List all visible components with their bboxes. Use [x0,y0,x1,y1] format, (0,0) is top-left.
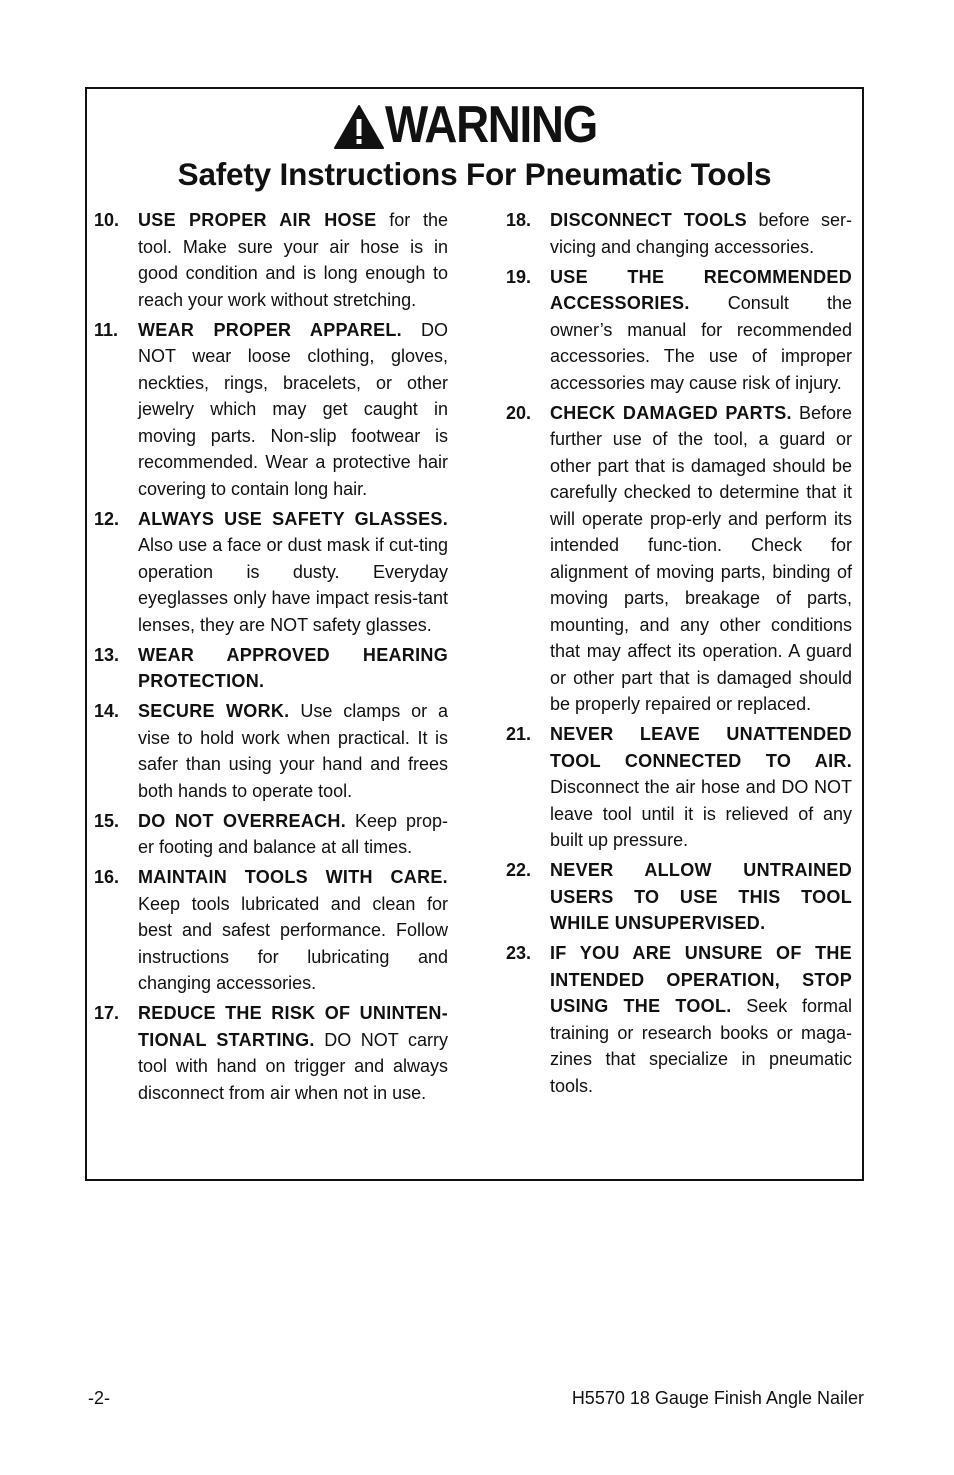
instruction-item [92,642,448,695]
item-body [138,1000,448,1106]
item-heading: CHECK DAMAGED PARTS. [550,402,792,423]
item-body [138,864,448,997]
page-subtitle: Safety Instructions For Pneumatic Tools [177,156,772,192]
item-body [138,506,448,639]
item-body [138,207,448,313]
instruction-item [504,940,852,1099]
item-heading: NEVER LEAVE UNATTENDED TOOL CONNECTED TO AIR. [550,724,852,771]
item-body [138,642,448,695]
item-text: Disconnect the air hose and DO NOT leave tool until it is relieved of any built up pressure. [550,777,852,850]
item-number: 10. [94,210,120,230]
warning-title [87,97,862,153]
warning-box [85,87,864,1181]
item-number: 20. [506,402,532,423]
item-number: 23. [506,943,532,963]
item-text: DO NOT wear loose clothing, gloves, neckties, rings, bracelets, or other jewelry which may get caught in moving parts. Non-slip footwear is recommended. Wear a protective hair covering to contain long hair. [138,319,448,499]
instruction-item [92,506,448,639]
item-heading: WEAR PROPER APPAREL. [138,319,402,340]
item-heading: SECURE WORK. [138,701,290,721]
item-body [550,940,852,1099]
item-text: Keep prop-er footing and balance at all times. [138,810,448,857]
warning-word: WARNING [384,96,597,154]
instruction-item [92,207,448,313]
item-heading: WEAR APPROVED HEARING PROTECTION. [138,644,448,691]
left-column [92,207,448,1110]
item-text: Consult the owner’s manual for recommended accessories. The use of improper accessories may cause risk of injury. [550,293,852,393]
item-body [138,808,448,861]
instruction-item [92,1000,448,1106]
instruction-item [504,207,852,260]
item-body [550,207,852,260]
instruction-item [504,721,852,854]
item-text: DO NOT carry tool with hand on trigger and always disconnect from air when not in use. [138,1029,448,1103]
item-number: 17. [94,1003,120,1023]
item-number: 19. [506,266,532,287]
item-body [550,264,852,397]
item-heading: ALWAYS USE SAFETY GLASSES. [138,508,448,529]
item-number: 13. [94,644,120,665]
item-number: 11. [94,319,119,340]
item-heading: MAINTAIN TOOLS WITH CARE. [138,867,448,887]
item-body [550,857,852,937]
item-heading: REDUCE THE RISK OF UNINTEN-TIONAL STARTING. [138,1003,448,1050]
item-body [550,721,852,854]
item-text: for the tool. Make sure your air hose is in good condition and is long enough to reach your work without stretching. [138,210,449,310]
item-body [550,400,852,718]
item-heading: DO NOT OVERREACH. [138,810,347,831]
item-number: 15. [94,810,120,831]
item-text: Use clamps or a vise to hold work when practical. It is safer than using your hand and frees both hands to operate tool. [138,701,449,801]
item-body [138,698,448,804]
item-text: Also use a face or dust mask if cut-ting operation is dusty. Everyday eyeglasses only have impact resis-tant lenses, they are NOT safety glasses. [138,535,448,635]
instruction-item [92,317,448,503]
item-heading: USE THE RECOMMENDED ACCESSORIES. [550,266,852,313]
item-number: 16. [94,867,120,887]
item-text: before ser-vicing and changing accessories. [550,210,852,257]
item-text: Keep tools lubricated and clean for best and safest performance. Follow instructions for lubricating and changing accessories. [138,893,448,993]
instruction-item [504,857,852,937]
page-number: -2- [88,1388,110,1408]
item-number: 18. [506,210,532,230]
instruction-item [504,400,852,718]
item-text: Seek formal training or research books or maga-zines that specialize in pneumatic tools. [550,996,852,1096]
right-column [504,207,852,1103]
item-number: 21. [506,724,532,744]
warning-header [87,97,862,193]
item-heading: IF YOU ARE UNSURE OF THE INTENDED OPERATION, STOP USING THE TOOL. [550,943,852,1016]
warning-triangle-icon [333,104,385,150]
instruction-item [92,808,448,861]
item-text: Before further use of the tool, a guard or other part that is damaged should be carefully checked to determine that it will operate prop-erly and perform its intended func-tion. Check for alignment of moving parts, binding of moving parts, breakage of parts, mounting, and any other conditions that may affect its operation. A guard or other part that is damaged should be properly repaired or replaced. [550,402,852,714]
instruction-item [504,264,852,397]
item-number: 14. [94,701,120,721]
instruction-item [92,864,448,997]
instruction-item [92,698,448,804]
document-title: H5570 18 Gauge Finish Angle Nailer [571,1388,864,1408]
item-number: 22. [506,860,532,880]
item-heading: USE PROPER AIR HOSE [138,210,377,230]
item-heading: NEVER ALLOW UNTRAINED USERS TO USE THIS TOOL WHILE UNSUPERVISED. [550,860,852,933]
item-body [138,317,448,503]
item-number: 12. [94,508,120,529]
item-heading: DISCONNECT TOOLS [550,210,747,230]
